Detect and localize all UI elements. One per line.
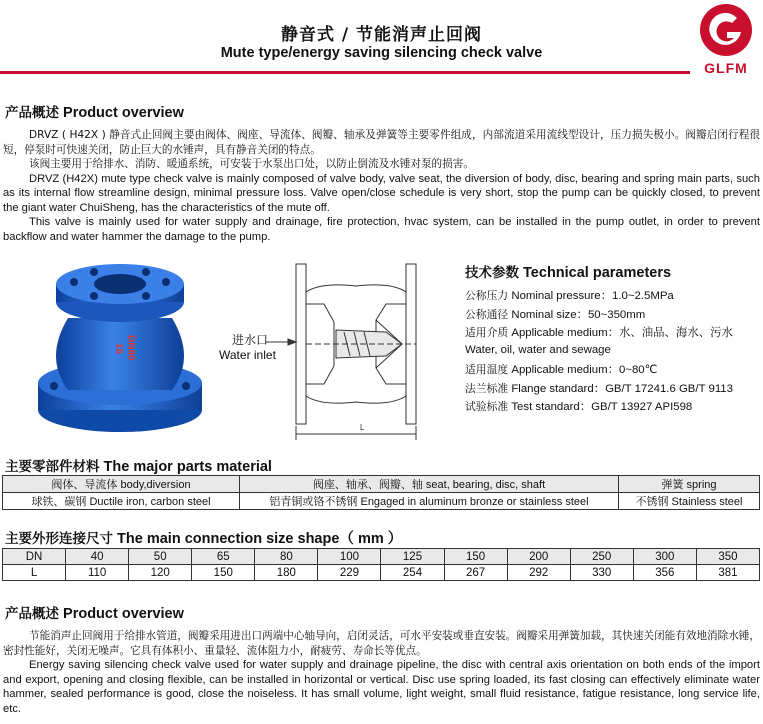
table-row <box>3 565 760 581</box>
tech-line <box>465 361 761 380</box>
tech-line-cn: 试验标准 <box>465 400 509 413</box>
table-cell: 254 <box>381 565 444 581</box>
table-cell: 120 <box>129 565 192 581</box>
tech-line-text: Test standard：GB/T 13927 API598 <box>508 401 693 413</box>
table-cell: 50 <box>129 549 192 565</box>
tech-line-text: Nominal pressure：1.0~2.5MPa <box>508 290 674 302</box>
tech-line <box>465 324 761 343</box>
table-cell: 267 <box>444 565 507 581</box>
table-cell: 80 <box>255 549 318 565</box>
section2-para-1: 节能消声止回阀用于给排水管道，阀瓣采用进出口两端中心轴导向，启闭灵活，可水平安装或垂直安装。阀瓣采用弹簧加载，其快速关闭能有效地消除水锤，密封性能好，关闭无噪声。它具有体积小、重量轻、流体阻力小，耐疲劳、寿命长等优点。 <box>3 630 760 657</box>
table-cell: 300 <box>633 549 696 565</box>
table-cell: 150 <box>192 565 255 581</box>
table-cell: 200 <box>507 549 570 565</box>
tech-line-text: Water, oil, water and sewage <box>465 343 611 356</box>
tech-heading-cn: 技术参数 <box>465 265 519 281</box>
section1-para-4: This valve is mainly used for water supply and drainage, fire protection, hvac system, can be installed in the pump outlet, in order to prevent backflow and water hammer the damage to the pump. <box>3 216 760 243</box>
section2-heading-cn: 产品概述 <box>5 606 59 622</box>
glfm-logo <box>693 2 759 78</box>
tech-line-text: Flange standard：GB/T 17241.6 GB/T 9113 <box>508 382 733 395</box>
materials-heading-cn: 主要零部件材料 <box>5 459 100 475</box>
table-row <box>3 476 760 493</box>
table-cell: 292 <box>507 565 570 581</box>
table-cell: 125 <box>381 549 444 565</box>
tech-line <box>465 380 761 399</box>
table-cell: 40 <box>66 549 129 565</box>
section1-heading-en: Product overview <box>63 105 184 121</box>
sizes-heading-en: The main connection size shape（ mm ） <box>117 531 403 547</box>
section1-text <box>3 128 760 244</box>
table-cell: 330 <box>570 565 633 581</box>
table-cell: L <box>3 565 66 581</box>
table-cell: 356 <box>633 565 696 581</box>
materials-table <box>2 475 760 510</box>
logo-text: GLFM <box>704 60 748 76</box>
table-cell: 110 <box>66 565 129 581</box>
valve-marking-pn: 16 <box>113 343 124 355</box>
table-cell: 不锈钢 Stainless steel <box>619 493 760 510</box>
sizes-heading-cn: 主要外形连接尺寸 <box>5 531 113 547</box>
table-cell: 铝青铜或铬不锈钢 Engaged in aluminum bronze or stainless steel <box>240 493 619 510</box>
tech-line-cn: 适用介质 <box>465 326 509 339</box>
page-title-cn: 静音式 / 节能消声止回阀 <box>280 25 483 45</box>
tech-parameter-list <box>465 287 761 417</box>
table-cell: 65 <box>192 549 255 565</box>
tech-line-text: Applicable medium：水、油品、海水、污水 <box>508 327 733 339</box>
tech-line <box>465 343 761 362</box>
tech-line <box>465 287 761 306</box>
table-cell: 180 <box>255 565 318 581</box>
tech-line <box>465 306 761 325</box>
section1-para-1: DRVZ ( H42X ) 静音式止回阀主要由阀体、阀座、导流体、阀瓣、轴承及弹簧等主要零件组成，内部流道采用流线型设计，压力损失极小。阀瓣启闭行程很短，停泵时可快速关闭，防止巨大的水锤声，具有静音关闭的特点。 <box>3 129 760 156</box>
valve-photo <box>34 258 206 436</box>
table-cell: 381 <box>696 565 759 581</box>
materials-heading <box>5 455 272 475</box>
table-cell: 250 <box>570 549 633 565</box>
table-cell: 150 <box>444 549 507 565</box>
tech-line-cn: 法兰标准 <box>465 381 509 395</box>
table-cell: 100 <box>318 549 381 565</box>
tech-heading-en: Technical parameters <box>523 265 672 281</box>
tech-line-cn: 公称压力 <box>465 289 509 302</box>
section1-para-3: DRVZ (H42X) mute type check valve is mainly composed of valve body, valve seat, the diversion of body, disc, bearing and spring main parts, such as its internal flow streamline design, minimal pressure loss. Valve open/close schedule is very short, stop the pump can be quickly closed, to prevent the giant water ChuiSheng, has the characteristics of the mute off. <box>3 172 760 214</box>
water-inlet-label-cn: 进水口 <box>232 333 269 347</box>
valve-marking-dn: DN80 <box>125 335 136 361</box>
table-header-cell: 弹簧 spring <box>619 476 760 493</box>
page-title-en: Mute type/energy saving silencing check valve <box>220 45 543 61</box>
section1-para-2: 该阀主要用于给排水、消防、暖通系统，可安装于水泵出口处，以防止倒流及水锤对泵的损害。 <box>29 158 474 170</box>
sizes-heading <box>5 527 402 548</box>
section2-heading-en: Product overview <box>63 606 184 622</box>
sizes-table <box>2 548 760 581</box>
tech-line-cn: 适用温度 <box>465 363 509 376</box>
header-divider <box>0 71 690 74</box>
materials-heading-en: The major parts material <box>103 459 272 475</box>
tech-line-text: Applicable medium：0~80℃ <box>508 364 658 376</box>
table-header-cell: 阀体、导流体 body,diversion <box>3 476 240 493</box>
section2-text <box>3 629 760 716</box>
water-inlet-label-en: Water inlet <box>219 348 276 362</box>
tech-line-text: Nominal size：50~350mm <box>508 308 646 321</box>
table-cell: DN <box>3 549 66 565</box>
section2-heading <box>5 602 184 622</box>
table-header-cell: 阀座、轴承、阀瓣、轴 seat, bearing, disc, shaft <box>240 476 619 493</box>
table-row <box>3 493 760 510</box>
section1-heading <box>5 101 184 121</box>
dimension-label-l: L <box>360 423 365 432</box>
tech-heading <box>465 261 671 281</box>
table-cell: 229 <box>318 565 381 581</box>
section1-heading-cn: 产品概述 <box>5 105 59 121</box>
section2-para-2: Energy saving silencing check valve used for water supply and drainage pipeline, the disc with central axis orientation on both ends of the import and export, opening and closing flexible, can be installed in horizontal or vertical. Disc use spring loaded, its fast closing can effectively eliminate water hammer, sealed performance is good, close the noiseless. It has small volume, light weight, small fluid resistance, fatigue resistance, long service life, etc. <box>3 659 760 715</box>
table-cell: 球铁、碳钢 Ductile iron, carbon steel <box>3 493 240 510</box>
table-row <box>3 549 760 565</box>
table-cell: 350 <box>696 549 759 565</box>
tech-line-cn: 公称通径 <box>465 307 509 321</box>
tech-line <box>465 398 761 417</box>
